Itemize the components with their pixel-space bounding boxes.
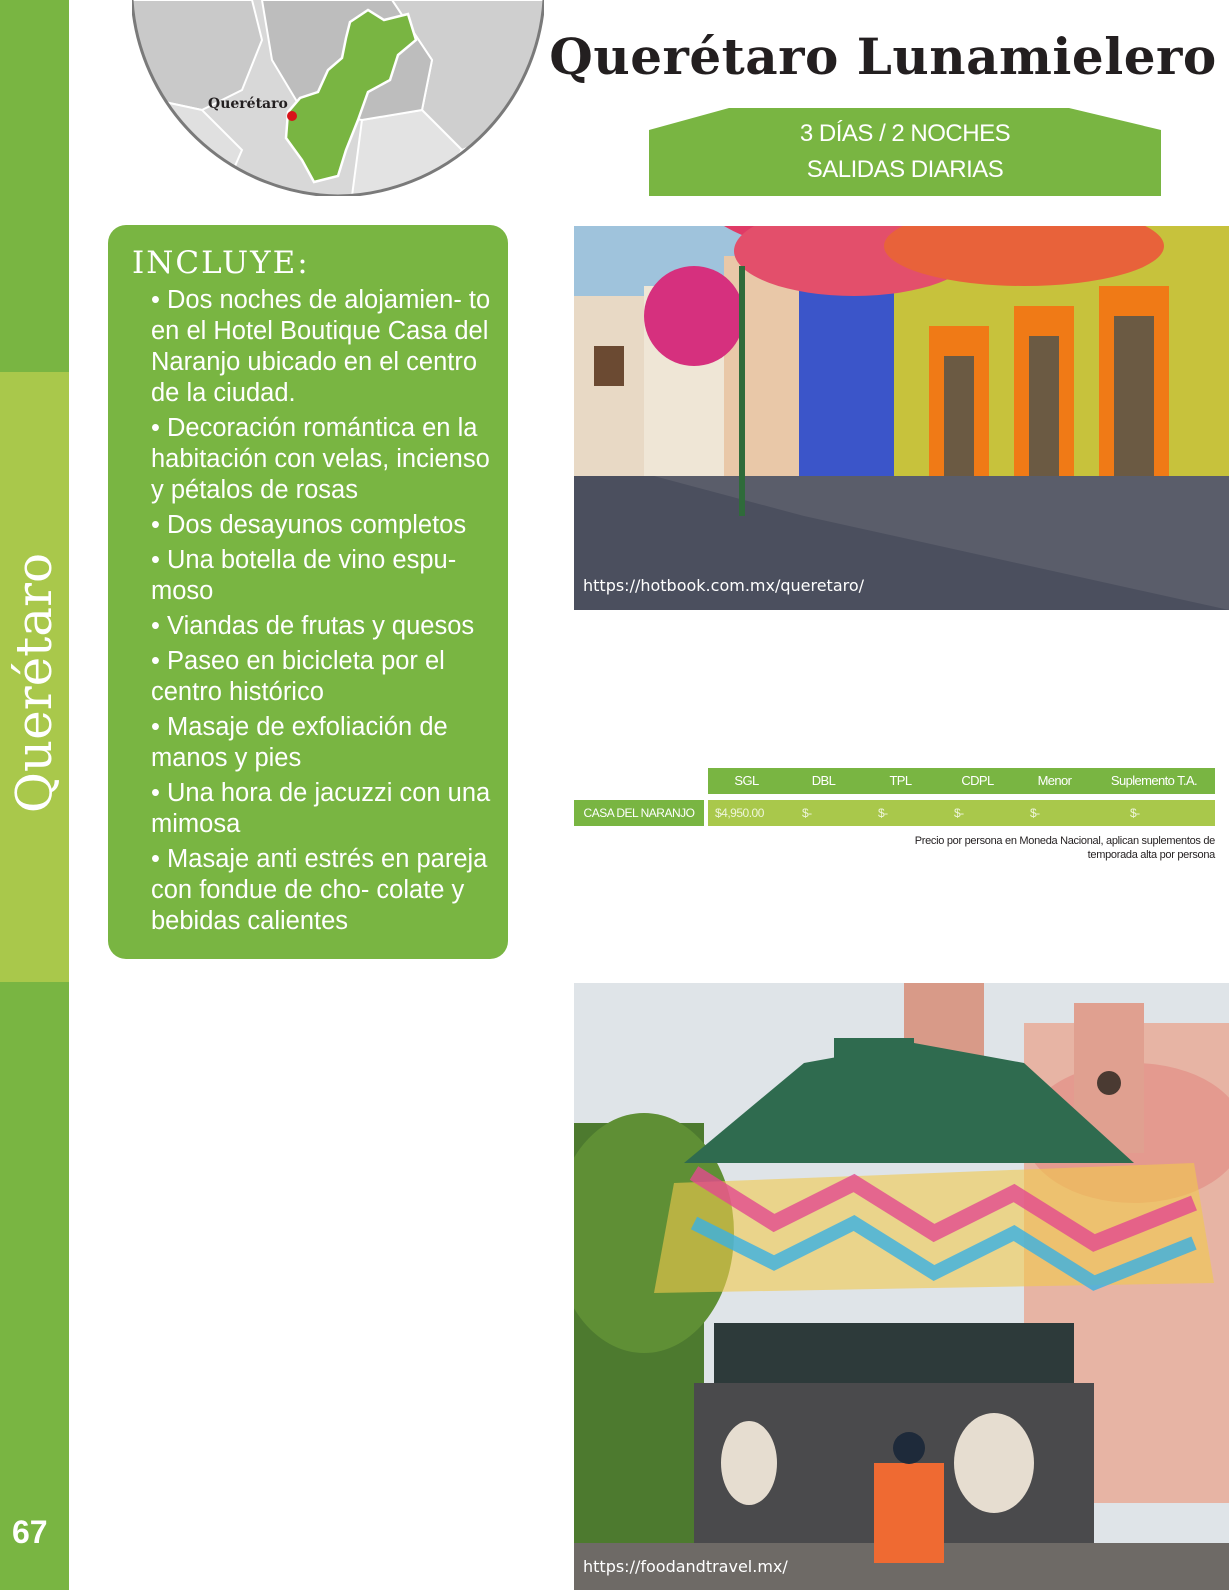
price-cell: $- <box>1130 806 1140 820</box>
page-title: Querétaro Lunamielero <box>549 27 1217 86</box>
column-header: CDPL <box>961 773 994 788</box>
price-table <box>574 765 1215 865</box>
hotel-name: CASA DEL NARANJO <box>574 800 704 826</box>
includes-list <box>151 285 496 941</box>
photo-credit-bottom: https://foodandtravel.mx/ <box>583 1557 788 1576</box>
column-header: Suplemento T.A. <box>1110 773 1198 788</box>
column-header: TPL <box>889 773 912 788</box>
price-cell: $- <box>802 806 812 820</box>
price-cell: $- <box>878 806 888 820</box>
includes-heading: INCLUYE: <box>132 245 310 281</box>
map-illustration <box>132 0 544 196</box>
column-header: DBL <box>811 773 836 788</box>
list-item: • Paseo en bicicleta por el centro histórico <box>151 646 496 708</box>
city-marker <box>287 111 297 121</box>
list-item: • Viandas de frutas y quesos <box>151 611 496 642</box>
sidebar-band-bottom <box>0 982 69 1590</box>
price-cell: $4,950.00 <box>715 806 764 820</box>
sidebar-band-top <box>0 0 69 372</box>
departures-text: SALIDAS DIARIAS <box>806 156 1004 183</box>
price-note-line: temporada alta por persona <box>1087 849 1215 861</box>
column-header: Menor <box>1037 773 1072 788</box>
photo-credit-top: https://hotbook.com.mx/queretaro/ <box>583 576 865 595</box>
duration-text: 3 DÍAS / 2 NOCHES <box>799 120 1011 147</box>
sidebar-title: Querétaro <box>5 552 63 814</box>
list-item: • Una botella de vino espu- moso <box>151 545 496 607</box>
list-item: • Dos desayunos completos <box>151 510 496 541</box>
price-note <box>795 834 1215 862</box>
region-map <box>132 0 544 196</box>
street-photo <box>574 226 1229 610</box>
includes-box <box>108 225 508 959</box>
price-note-line: Precio por persona en Moneda Nacional, aplican suplementos de <box>914 835 1215 847</box>
map-city-label: Querétaro <box>208 96 288 112</box>
list-item: • Una hora de jacuzzi con una mimosa <box>151 778 496 840</box>
list-item: • Decoración romántica en la habitación con velas, incienso y pétalos de rosas <box>151 413 496 506</box>
kiosk-photo <box>574 983 1229 1590</box>
list-item: • Dos noches de alojamien- to en el Hotel Boutique Casa del Naranjo ubicado en el centro de la ciudad. <box>151 285 496 409</box>
price-cell: $- <box>954 806 964 820</box>
column-header: SGL <box>734 773 759 788</box>
list-item: • Masaje de exfoliación de manos y pies <box>151 712 496 774</box>
duration-banner <box>649 108 1161 196</box>
page-number: 67 <box>12 1514 48 1550</box>
price-cell: $- <box>1030 806 1040 820</box>
list-item: • Masaje anti estrés en pareja con fondue de cho- colate y bebidas calientes <box>151 844 496 937</box>
